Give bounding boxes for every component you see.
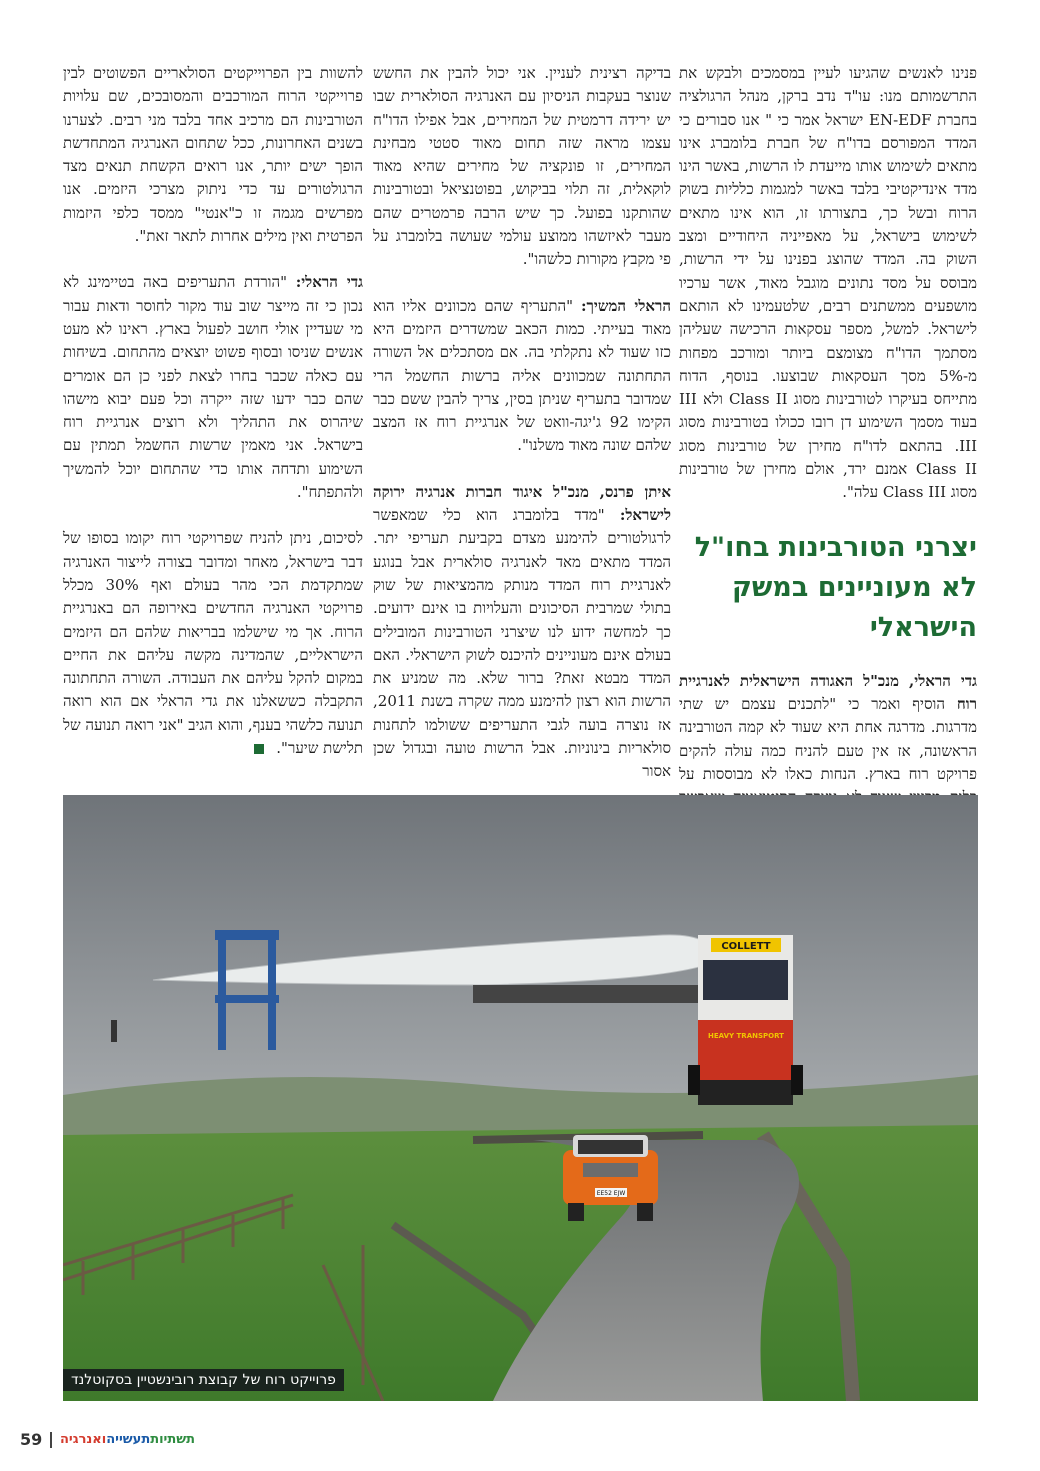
page-number: 59: [20, 1430, 43, 1449]
photo-caption: פרוייקט רוח של קבוצת רובינשטיין בסקוטלנד: [63, 1369, 344, 1391]
paragraph-text: "מדד בלומברג הוא כלי שמאפשר לרגולטורים להימנע מצדם בקביעת תעריפי יתר. המדד מתאים מאד לאנרגיה סולארית אבל בנוגע לאנרגיית רוח המדד מנותק מהמציאות של שוק בתולי שמרבית הסיכונים והעלויות בו אינם ידועים. כך למחשה ידוע לנו שיצרני הטורבינות המובילים בעולם אינם מעוניינים להיכנס לשוק הישראלי. האם המדד מבטא זאת? ברור שלא. מה שמניע את הרשות הוא רצון להימנע ממה שקרה בשנת 2011, אז נוצרה בועה לגבי התעריפים ששולמו לתחנות סולאריות בינוניות. אבל הרשות טועה ובגדול שכן אסור: [373, 506, 671, 781]
end-of-article-mark: [254, 744, 264, 754]
paragraph: [373, 295, 671, 458]
speaker-name: גדי הראלי:: [295, 273, 364, 292]
paragraph-text: הוסיף ואמר כי "לתכנים עצמם יש שתי מדרגות. מדרגה אחת היא שעוד לא קמה הטורבינה הראשונה, אז אין טעם להניח כמה עולה להקים פרויקט רוח בארץ. הנחות כאלו לא מבוססות על: [679, 694, 977, 783]
article-photo: [63, 795, 978, 1401]
paragraph: [63, 271, 363, 504]
brand-word: תשתיות: [150, 1432, 195, 1447]
truck-subsign: HEAVY TRANSPORT: [708, 1032, 784, 1040]
paragraph: פנינו לאנשים שהגיעו לעיין במסמכים ולבקש את התרשמותם מנו: עו"ד נדב ברקן, מנהל הרגולציה בחברת EN-EDF ישראל אמר כי " אנו סבורים כי המדד המפורסם בדו"ח של חברת בלומברג אינו מתאים לשימוש אותו מייעדת לו הרשות, באשר הינו מדד אינדיקטיבי בלבד באשר למגמות כלליות בשוק הרוח ובשל כך, בתצורתו זו, הוא אינו מתאים לשימוש בישראל, על מאפייניה היחודיים ומצב השוק בה. המדד שהוצג בפנינו על ידי הרשות, מבוסס על מסד נתונים מוגבל מאוד, אשר ערכיו מושפעים ממשתנים רבים, שלטעמינו לא הותאם לישראל. למשל, מספר עסקאות הרכישה שעליהן מסתמך הדו"ח מצומצם ביותר ומורכב מפחות מ-5% מסך העסקאות שבוצעו. בנוסף, הדוח מתייחס בעיקרו לטורבינות מסוג Class II ולא III בעוד מסמך השימוע דן רובו ככולו בטורבינות מסוג III. בהתאם לדו"ח מחירן של טורבינות מסוג Class II אמנם ירד, אולם מחירן של טורבינות מסוג Class III עלה".: [679, 64, 978, 502]
paragraph-text: "הורדת התעריפים באה בטיימינג לא נכון כי זה מייצר שוב עוד מקור לחוסר ודאות עבור מי שעדיין אולי חושב לפעול בארץ. ראינו לא מעט אנשים שניסו ובסוף פשוט יוצאים מהתחום. בשיחות עם כאלה שכבר בחרו לצאת לפני כן הם אומרים שהם כבר ידעו שזה ייקרה וכל פעם יבוא מישהו שיהרוס את התהליך ולא רוצים אנרגיית רוח בישראל. אני מאמין שרשות החשמל תמתין עם השימוע ותדחה אותו כדי שהתחום יוכל להמשיך ולהתפתח".: [63, 273, 363, 502]
article-column-right: [679, 62, 977, 833]
article-column-middle: [373, 62, 671, 784]
brand-word: ואנרגיה: [60, 1432, 107, 1447]
article-column-left: [63, 62, 363, 760]
speaker-name: הראלי המשיך:: [581, 296, 671, 315]
magazine-brand: [60, 1432, 195, 1447]
paragraph: להשוות בין הפרוייקטים הסולאריים הפשוטים לבין פרוייקטי הרוח המורכבים והמסובכים, שם עלויות הטורבינות הם מרכיב אחד בלבד מני רבים. לצערנו בשנים האחרונות, ככל שתחום האנרגיה המתחדשת הופך ישים יותר, אנו רואים הקשחת תנאים מצד הרגולטורים עד כדי ניתוק מצרכי היזמים. אנו מפרשים מגמה זו כ"אנטי" ממסד כלפי היזמות הפרטית ואין מילים אחרות לתאר זאת".: [63, 64, 363, 246]
license-plate: EE52 EJW: [596, 1190, 626, 1197]
speaker-name: איתן פרנס, מנכ"ל איגוד חברות אנרגיה ירוקה לישראל:: [373, 482, 671, 525]
heavy-transport-truck: [688, 935, 803, 1105]
person: [111, 1020, 117, 1042]
paragraph-text: לסיכום, ניתן להניח שפרויקטי רוח יקומו בסופו של דבר בישראל, מאחר ומדובר בצורה לייצור האנרגיה שמתקדמת הכי מהר בעולם ואף 30% מכלל פרויקטי האנרגיה החדשים באירופה הם באנרגיית הרוח. אך מי שישלמו בבריאות שלהם הם היזמים הישראליים, שהמדינה מקשה עליהם את החיים במקום להקל עליהם את העבודה. השורה התחתונה התקבלה כששאלנו את גדי הראלי אם הוא רואה תנועה כלשהי בענף, והוא הגיב "אני רואה תנועה של תלישת שיער".: [63, 529, 363, 758]
wind-blade-transport-illustration: [63, 795, 978, 1401]
trailer: [473, 985, 713, 1003]
footer-divider: [50, 1432, 52, 1448]
speaker-name: גדי הראלי, מנכ"ל האגודה הישראלית לאנרגיית רוח: [679, 671, 977, 713]
paragraph: [373, 481, 671, 784]
paragraph-text: "התעריף שהם מכוונים אליו הוא מאוד בעייתי. כמות הכאב שמשדרים היזמים היא כזו שעוד לא נתקלתי בה. אם מסתכלים אל השורה התחתונה שמכוונים אליה ברשות החשמל הרי שמדובר בתעריף שניתן בסין, צריך להבין ששם כבר הקימו 92 ג'יגה-וואט של אנרגיית רוח אז המצב שלהם שונה מאוד משלנו".: [373, 296, 671, 455]
paragraph: בדיקה רצינית לעניין. אני יכול להבין את החשש שנוצר בעקבות הניסיון עם האנרגיה הסולארית שבו יש ירידה דרמטית של המחירים, אבל אפילו הדו"ח עצמו מראה שזה תחום מאוד סטטי מבחינת המחירים, זו פונקציה של מחירים שהיא מאוד לוקאלית, זה תלוי בביקוש, בפוטנציאל ובטורבינות שהותקנו בפועל. כך שיש הרבה פרמטרים שהם מעבר לאיזשהו ממוצע עולמי שעושה בלומברג על פי מקבץ מקורות כלשהו".: [373, 64, 671, 269]
paragraph: [63, 527, 363, 760]
section-heading: יצרני הטורבינות בחו"ל לא מעוניינים במשק הישראלי: [694, 531, 977, 643]
truck-sign: COLLETT: [721, 941, 771, 952]
brand-word: תעשייה: [106, 1432, 151, 1447]
